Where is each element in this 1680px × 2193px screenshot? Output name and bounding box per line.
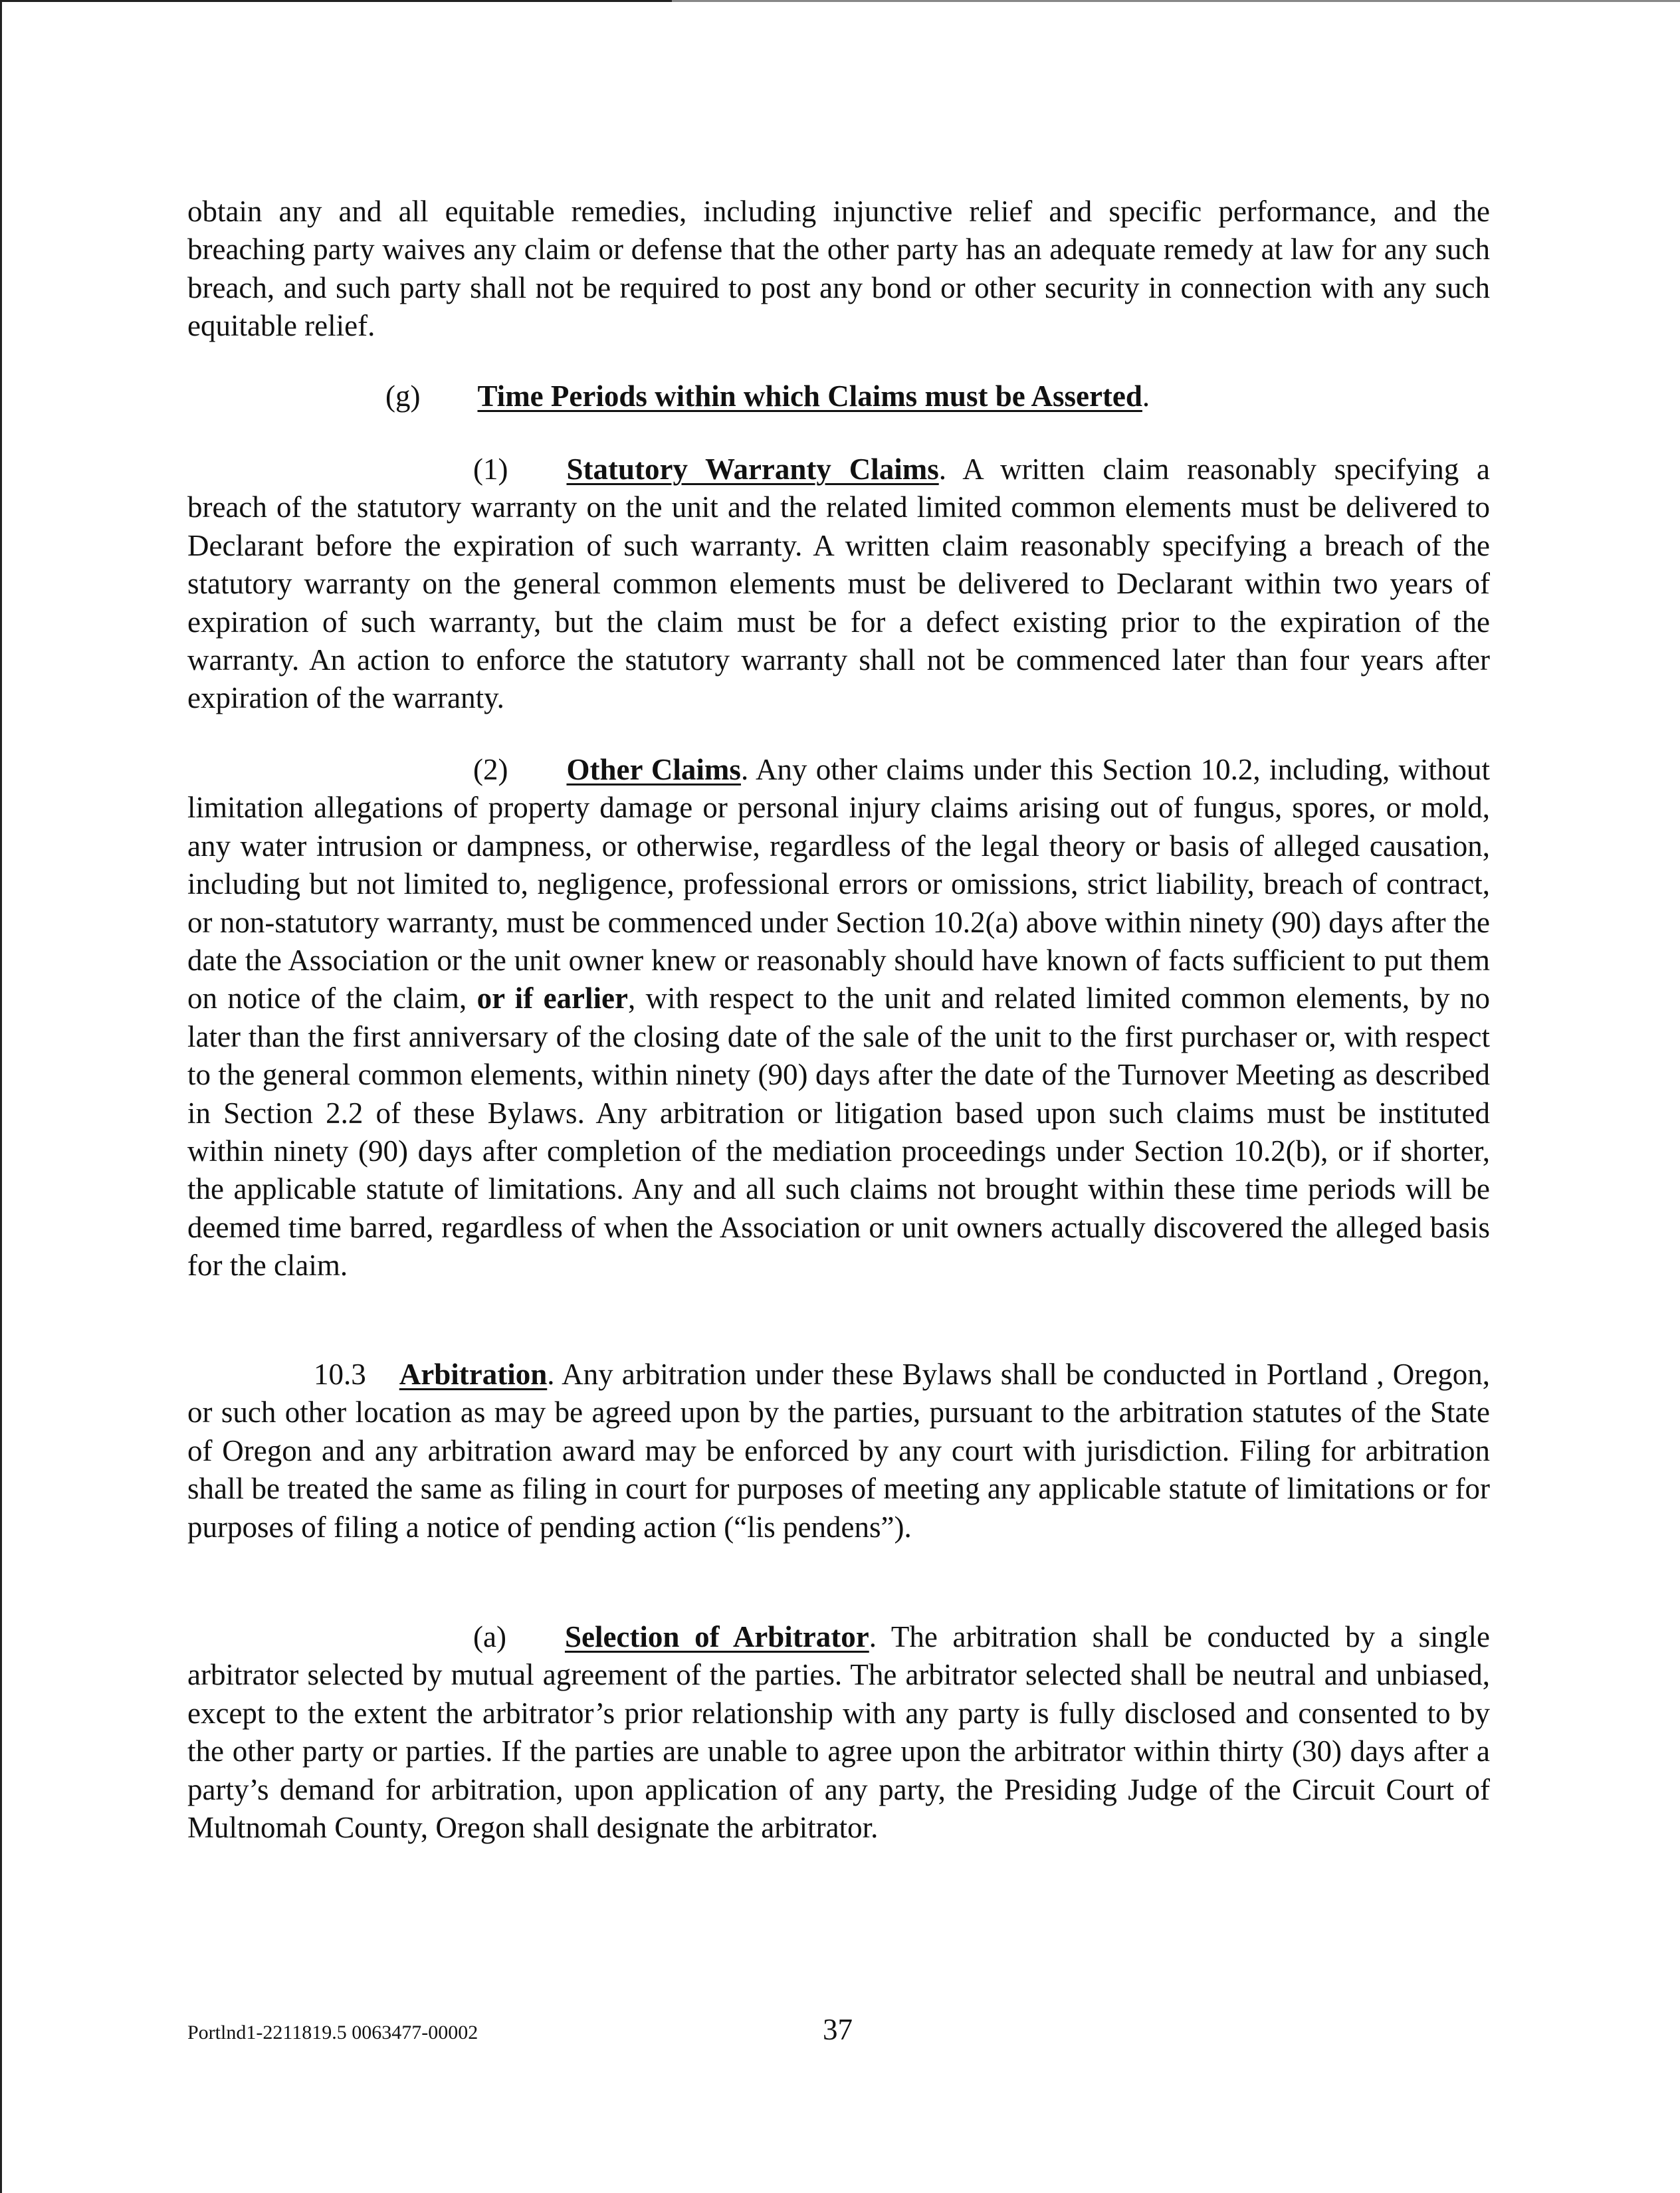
subsection-statutory-warranty-claims [187,451,1490,718]
subsection-text-part-1: . Any other claims under this Section 10.2, including, without limitation allegations of property damage or personal injury claims arising out of fungus, spores, or mold, any water intrusion or dampness, or otherwise, regardless of the legal theory or basis of alleged causation, including but not limited to, negligence, professional errors or omissions, strict liability, breach of contract, or non-statutory warranty, must be commenced under Section 10.2(a) above within ninety (90) days after the date the Association or the unit owner knew or reasonably should have known of facts sufficient to put them on notice of the claim, [187,753,1490,1015]
paragraph-text: obtain any and all equitable remedies, including injunctive relief and specific performance, and the breaching party waives any claim or defense that the other party has an adequate remedy at law for any such breach, and such party shall not be required to post any bond or other security in connection with any such equitable relief. [187,195,1490,343]
subsection-text-part-2: , with respect to the unit and related limited common elements, by no later than the first anniversary of the closing date of the sale of the unit to the first purchaser or, with respect to the general common elements, within ninety (90) days after the date of the Turnover Meeting as described in Section 2.2 of these Bylaws. Any arbitration or litigation based upon such claims must be instituted within ninety (90) days after completion of the mediation proceedings under Section 10.2(b), or if shorter, the applicable statute of limitations. Any and all such claims not brought within these time periods will be deemed time barred, regardless of when the Association or unit owners actually discovered the alleged basis for the claim. [187,982,1490,1283]
subsection-selection-of-arbitrator [187,1618,1490,1847]
footer-document-id: Portlnd1-2211819.5 0063477-00002 [187,2022,478,2043]
subsection-label: (2) [473,753,508,786]
footer-page-number: 37 [823,2013,853,2046]
subsection-other-claims [187,751,1490,1285]
scan-edge-left [0,0,2,2193]
subsection-title: Other Claims [566,753,741,786]
section-label: (g) [385,379,421,413]
subsection-text: . A written claim reasonably specifying a breach of the statutory warranty on the unit and the related limited common elements must be delivered to Declarant before the expiration of such warranty. A written claim reasonably specifying a breach of the statutory warranty on the general common elements must be delivered to Declarant within two years of expiration of such warranty, but the claim must be for a defect existing prior to the expiration of the warranty. An action to enforce the statutory warranty shall not be commenced later than four years after expiration of the warranty. [187,453,1490,715]
subsection-bold-phrase: or if earlier [476,982,628,1015]
subsection-text: . The arbitration shall be conducted by a single arbitrator selected by mutual agreement of the parties. The arbitrator selected shall be neutral and unbiased, except to the extent the arbitrator’s prior relationship with any party is fully disclosed and consented to by the other party or parties. If the parties are unable to agree upon the arbitrator within thirty (30) days after a party’s demand for arbitration, upon application of any party, the Presiding Judge of the Circuit Court of Multnomah County, Oregon shall designate the arbitrator. [187,1620,1490,1845]
section-heading-g [385,377,1150,415]
section-10-3-arbitration [187,1356,1490,1546]
paragraph-equitable-remedies [187,193,1490,346]
section-title: Arbitration [399,1358,548,1391]
section-title: Time Periods within which Claims must be Asserted [477,379,1142,413]
subsection-label: (a) [473,1620,506,1653]
subsection-title: Statutory Warranty Claims [566,453,939,486]
section-text: . Any arbitration under these Bylaws shall be conducted in Portland , Oregon, or such other location as may be agreed upon by the parties, pursuant to the arbitration statutes of the State of Oregon and any arbitration award may be enforced by any court with jurisdiction. Filing for arbitration shall be treated the same as filing in court for purposes of meeting any applicable statute of limitations or for purposes of filing a notice of pending action (“lis pendens”). [187,1358,1490,1544]
section-label: 10.3 [314,1358,366,1391]
section-title-tail: . [1142,379,1150,413]
subsection-title: Selection of Arbitrator [564,1620,869,1653]
scan-edge-top [0,0,1680,2]
subsection-label: (1) [473,453,508,486]
